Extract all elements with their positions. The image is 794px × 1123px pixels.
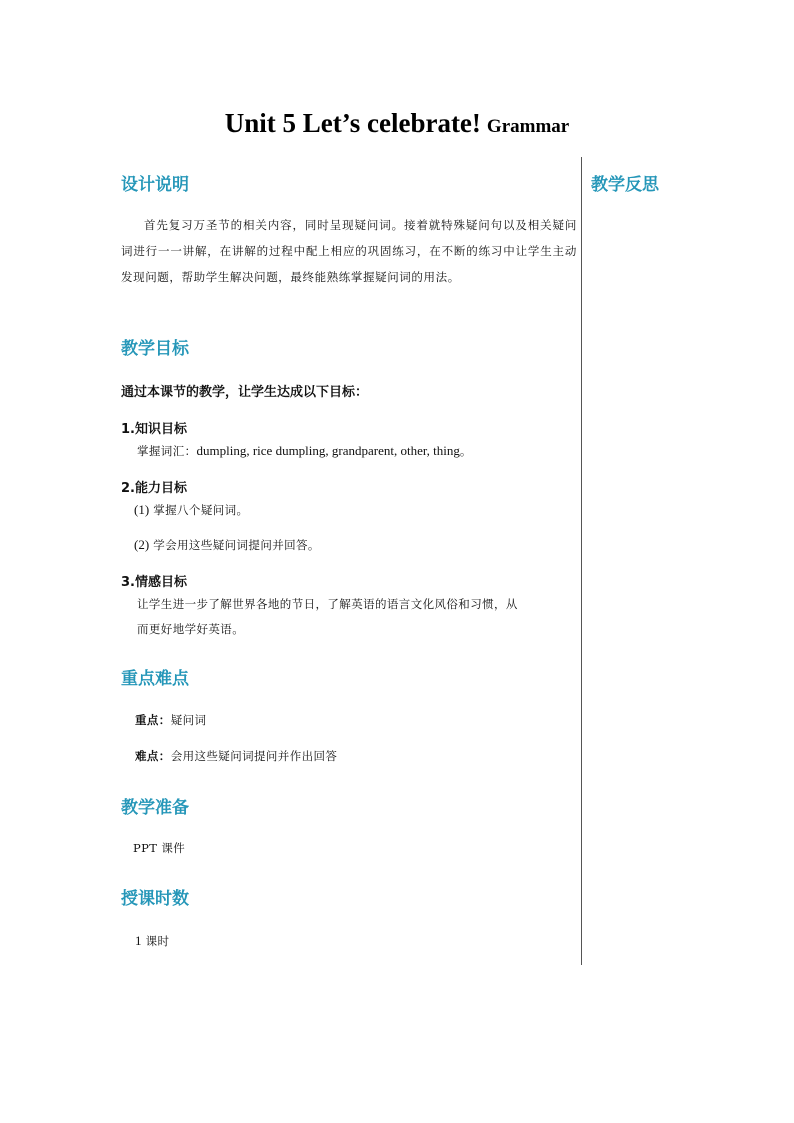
objectives-intro: 通过本课节的教学，让学生达成以下目标： <box>121 385 369 400</box>
ability-item-2 <box>134 537 320 553</box>
document-title <box>0 108 794 139</box>
focus-line <box>135 712 206 728</box>
ability-item-1-num: (1) <box>134 502 150 517</box>
difficulty-label: 难点： <box>135 749 171 763</box>
knowledge-label: 1.知识目标 <box>121 422 187 437</box>
focus-label: 重点： <box>135 713 171 727</box>
hours-line <box>135 933 169 949</box>
hours-unit: 课时 <box>145 934 170 948</box>
hours-heading: 授课时数 <box>121 889 189 909</box>
ability-item-1 <box>134 502 248 518</box>
ability-item-2-text: 学会用这些疑问词提问并回答。 <box>153 538 320 552</box>
ability-item-2-num: (2) <box>134 537 150 552</box>
design-paragraph: 首先复习万圣节的相关内容，同时呈现疑问词。接着就特殊疑问句以及相关疑问词进行一一讲解，在讲解的过程中配上相应的巩固练习，在不断的练习中让学生主动发现问题，帮助学生解决问题，最终能熟练掌握疑问词的用法。 <box>121 218 577 284</box>
title-sub: Grammar <box>486 116 570 137</box>
ability-label: 2.能力目标 <box>121 481 187 496</box>
preparation-heading: 教学准备 <box>121 798 189 818</box>
design-heading: 设计说明 <box>121 175 189 195</box>
objectives-heading: 教学目标 <box>121 339 189 359</box>
keypoints-heading: 重点难点 <box>121 669 189 689</box>
title-main: Unit 5 Let’s celebrate! <box>224 108 481 138</box>
knowledge-words: dumpling, rice dumpling, grandparent, other, thing <box>196 443 460 458</box>
reflection-heading: 教学反思 <box>591 175 659 195</box>
emotion-line-1: 让学生进一步了解世界各地的节日，了解英语的语言文化风俗和习惯，从 <box>137 597 518 611</box>
difficulty-line <box>135 748 337 764</box>
column-divider <box>581 157 582 965</box>
knowledge-line <box>137 443 472 459</box>
emotion-label: 3.情感目标 <box>121 575 187 590</box>
knowledge-prefix: 掌握词汇： <box>137 444 197 458</box>
preparation-text: PPT 课件 <box>133 841 186 855</box>
difficulty-text: 会用这些疑问词提问并作出回答 <box>170 749 338 763</box>
focus-text: 疑问词 <box>170 713 207 727</box>
knowledge-suffix: 。 <box>459 444 472 458</box>
hours-num: 1 <box>135 933 142 948</box>
ability-item-1-text: 掌握八个疑问词。 <box>153 503 249 517</box>
emotion-line-2: 而更好地学好英语。 <box>137 622 245 636</box>
